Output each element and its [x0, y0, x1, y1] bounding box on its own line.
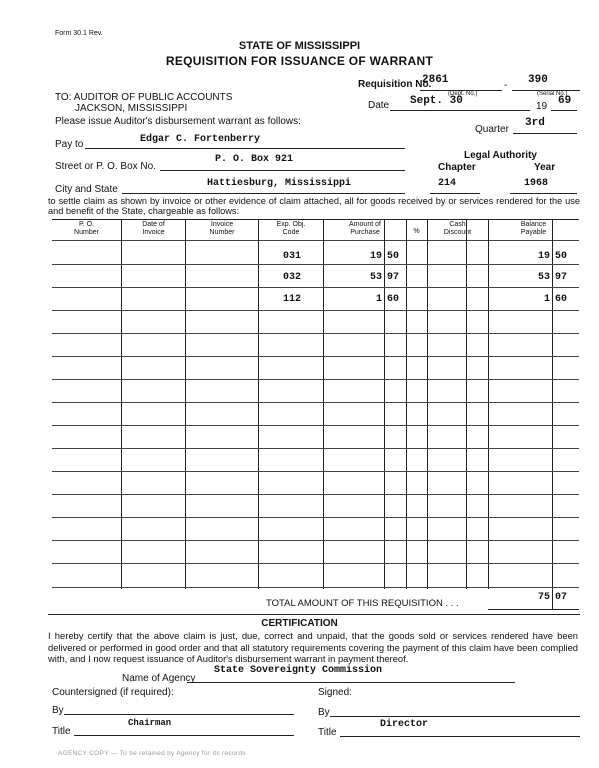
row-amount-cents: 97: [387, 272, 400, 283]
chapter-line: [430, 193, 480, 194]
signed-label: Signed:: [318, 687, 352, 698]
instruction: Please issue Auditor's disbursement warrant as follows:: [55, 116, 301, 127]
quarter-value: 3rd: [525, 117, 545, 129]
by-label-left: By: [52, 705, 64, 716]
date-label: Date: [368, 100, 390, 111]
serial-caption: (Serial No.): [537, 91, 568, 97]
state-header: STATE OF MISSISSIPPI: [238, 40, 361, 52]
header-date-invoice: Date of Invoice: [142, 221, 165, 236]
city-line: [122, 193, 405, 194]
chapter-label: Chapter: [438, 162, 476, 173]
right-title-value: Director: [380, 719, 429, 730]
countersigned-label: Countersigned (if required):: [52, 687, 174, 698]
date-value: Sept. 30: [410, 95, 463, 107]
header-invoice-number: Invoice Number: [209, 221, 235, 236]
dept-caption: (Dept. No.): [448, 91, 478, 97]
requisition-label: Requisition No.: [358, 79, 432, 90]
row-code: 112: [283, 294, 302, 305]
pay-to-label: Pay to: [55, 139, 84, 150]
row-code: 032: [283, 272, 302, 283]
legal-year-line: [510, 193, 577, 194]
pay-to-value: Edgar C. Fortenberry: [140, 134, 261, 145]
pay-to-line: [85, 148, 405, 149]
row-amount-dollars: 1: [375, 294, 382, 305]
header-cash-discount: Cash Discount: [443, 221, 472, 236]
total-cents: 07: [555, 592, 568, 603]
title-label-left: Title: [52, 726, 71, 737]
agency-label: Name of Agency: [122, 673, 196, 684]
dept-no-value: 2861: [422, 74, 449, 86]
row-balance-cents: 60: [555, 294, 568, 305]
total-label: TOTAL AMOUNT OF THIS REQUISITION . . .: [266, 598, 459, 609]
year-suffix: 69: [558, 95, 572, 107]
legal-year-value: 1968: [524, 178, 549, 189]
street-line: [160, 170, 405, 171]
row-amount-dollars: 53: [369, 272, 382, 283]
city-label: City and State: [55, 184, 118, 195]
row-balance-dollars: 19: [537, 251, 550, 262]
year-prefix: 19: [536, 101, 548, 112]
certification-heading: CERTIFICATION: [261, 618, 338, 629]
agency-value: State Sovereignty Commission: [214, 665, 383, 676]
header-amount: Amount of Purchase: [349, 221, 381, 236]
title-label-right: Title: [318, 727, 337, 738]
quarter-label: Quarter: [475, 124, 509, 135]
settle-text: to settle claim as shown by invoice or other evidence of claim attached, all for goods received by or services rendered for the use and benefit of the State, chargeable as follows:: [48, 196, 580, 216]
city-value: Hattiesburg, Mississippi: [207, 178, 352, 189]
left-title-value: Chairman: [128, 718, 172, 728]
certification-text: I hereby certify that the above claim is just, due, correct and unpaid, that the goods sold or services rendered have been delivered or performed in good order and that all statutory requirements covering the payment of this claim have been complied with, and I now request issuance of Auditor's disbursement warrant in payment thereof.: [48, 630, 578, 664]
row-balance-cents: 97: [555, 272, 568, 283]
quarter-line: [513, 133, 577, 134]
form-title: REQUISITION FOR ISSUANCE OF WARRANT: [165, 54, 434, 68]
street-value: P. O. Box 921: [215, 154, 294, 165]
row-balance-cents: 50: [555, 251, 568, 262]
to-line1: TO: AUDITOR OF PUBLIC ACCOUNTS: [55, 92, 233, 103]
year-line: [551, 110, 577, 111]
legal-authority-heading: Legal Authority: [464, 150, 537, 161]
year-label: Year: [534, 162, 556, 173]
row-amount-cents: 60: [387, 294, 400, 305]
header-balance: Balance Payable: [520, 221, 547, 236]
header-exp-obj: Exp. Obj. Code: [276, 221, 306, 236]
header-pct: %: [413, 228, 420, 235]
row-amount-cents: 50: [387, 251, 400, 262]
serial-no-value: 390: [528, 74, 548, 86]
form-id: Form 30.1 Rev.: [55, 30, 103, 37]
chapter-value: 214: [438, 178, 457, 189]
row-balance-dollars: 53: [537, 272, 550, 283]
date-line: [390, 110, 530, 111]
footer-note: AGENCY COPY — To be retained by Agency for its records: [58, 750, 246, 757]
header-po: P. O. Number: [74, 221, 99, 236]
row-amount-dollars: 19: [369, 251, 382, 262]
row-code: 031: [283, 251, 302, 262]
by-label-right: By: [318, 707, 330, 718]
street-label: Street or P. O. Box No.: [55, 161, 156, 172]
total-dollars: 75: [537, 592, 550, 603]
row-balance-dollars: 1: [543, 294, 550, 305]
dash: -: [504, 80, 508, 91]
to-line2: JACKSON, MISSISSIPPI: [75, 103, 188, 114]
